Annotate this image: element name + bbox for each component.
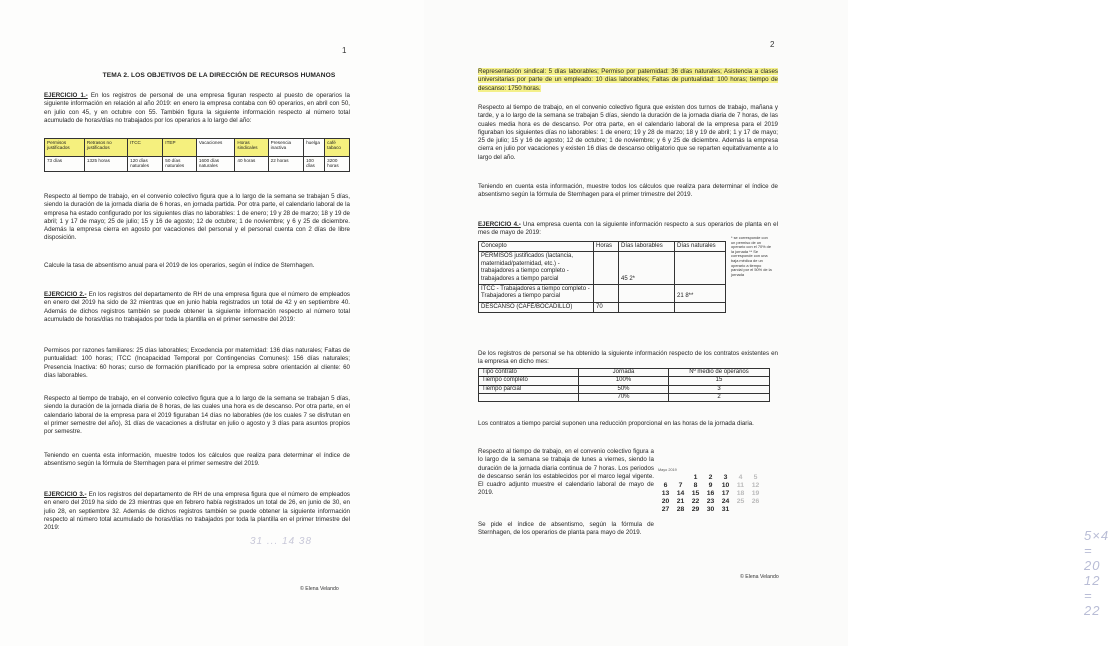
table-row [479, 385, 770, 393]
table-row [479, 377, 770, 385]
table-header-cell: ITEP [163, 139, 197, 157]
exercise-2-intro [44, 291, 350, 324]
exercise-4-text: Una empresa cuenta con la siguiente información respecto a sus operarios de planta en el mes de mayo de 2019: [478, 221, 778, 237]
table-header-cell: Días laborables [619, 242, 675, 252]
calendar-title: Mayo 2019 [658, 468, 677, 472]
table-cell: 1600 días naturales [196, 157, 235, 172]
table-row [479, 393, 770, 401]
calendar-day [658, 474, 673, 481]
table-header-cell: Vacaciones [196, 139, 235, 157]
calendar-day: 17 [721, 490, 730, 497]
table-cell [594, 252, 619, 285]
handwritten-note: 5×4 = 20 12 = 22 [1084, 528, 1109, 618]
table-cell: Tiempo parcial [479, 385, 579, 393]
table-cell: 70 [594, 302, 619, 312]
table-cell: 40 horas [235, 157, 268, 172]
calendar-day: 20 [661, 498, 670, 505]
table-cell [479, 393, 579, 401]
exercise-2-work-time: Respecto al tiempo de trabajo, en el convenio colectivo figura que a lo largo de la semana se trabajan 5 días, siendo la duración de la jornada diaria de 8 horas, de las cuales una hora es de descanso. Por otra parte, en el calendario laboral de la empresa para el 2019 figuraban 14 días no laborables (de los cuales 7 se disfrutan en el primer semestre del año), 31 días de vacaciones a disfrutar en julio o agosto y 3 días para asuntos propios por semestre. [44, 395, 350, 436]
table-cell: DESCANSO (CAFÉ/BOCADILLO) [479, 302, 594, 312]
calendar-day: 26 [751, 498, 760, 505]
table-cell [594, 285, 619, 303]
calendar-day: 15 [691, 490, 700, 497]
calendar-day: 3 [723, 474, 728, 481]
calendar-day: 11 [736, 482, 745, 489]
table-cell: 100 días [304, 157, 325, 172]
calendar-day: 24 [721, 498, 730, 505]
copyright: © Elena Velando [740, 574, 779, 580]
exercise-3-text: En los registros del departamento de RH de una empresa figura que el número de empleados en enero del 2019 ha sido de 23 mientras que en febrero había registrados un total de 26, en junio de 30, en julio 28, en septiembre 32. Además de dichos registros también se puede obtener la siguiente información respecto al número total acumulado de horas/días no trabajados por toda la plantilla en el primer trimestre del 2019: [44, 491, 351, 532]
calendar-day: 8 [693, 482, 698, 489]
table-header-cell: Tipo contrato [479, 369, 579, 377]
exercise-3-absences [478, 68, 778, 93]
table-header-cell: Retrasos no justificados [84, 139, 127, 157]
calendar-day: 2 [708, 474, 713, 481]
table-cell: 21 8** [675, 285, 726, 303]
table-cell [675, 252, 726, 285]
calendar-day: 22 [691, 498, 700, 505]
calendar-day: 13 [661, 490, 670, 497]
calendar-day [748, 506, 763, 513]
calendar-day: 5 [753, 474, 758, 481]
exercise-2-absences: Permisos por razones familiares: 25 días laborables; Excedencia por maternidad: 136 días naturales; Faltas de puntualidad: 100 horas; ITCC (Incapacidad Temporal por Contingencias Comunes): 156 días naturales; Presencia Inactiva: 60 horas; curso de formación planificado por la empresa sobre orientación al cliente: 60 días laborables. [44, 347, 350, 379]
page-number: 2 [770, 40, 775, 49]
table-cell: 73 días [45, 157, 85, 172]
exercise-1-intro [44, 92, 350, 125]
calendar-day: 6 [663, 482, 668, 489]
table-cell: 50% [579, 385, 669, 393]
exercise-4-heading: EJERCICIO 4.- [478, 221, 521, 228]
calendar-day: 25 [736, 498, 745, 505]
exercise-3-work-time: Respecto al tiempo de trabajo, en el convenio colectivo figura que existen dos turnos de trabajo, mañana y tarde, y a lo largo de la semana se trabajan 5 días, siendo la duración de la jornada diaria de 7 horas, de las cuales media hora es de descanso. Por otra parte, en el calendario laboral de la empresa para el 2019 figuraban los siguientes días no laborables: 1 de enero; 19 y 28 de marzo; 18 y 19 de abril; 1 y 17 de mayo; 25 de julio; 15 y 16 de agosto; 12 de octubre; 1 de noviembre; y 6 y 25 de diciembre. Además la empresa cierra en julio por vacaciones y existen 16 días de descanso obligatorio que se reparten equitativamente a lo largo del año. [478, 104, 778, 161]
exercise-4-work-time: Respecto al tiempo de trabajo, en el convenio colectivo figura a lo largo de la semana se trabaja de lunes a viernes, siendo la duración de la jornada diaria continua de 7 horas. Los periodos de descanso serán los establecidos por el marco legal vigente. El cuadro adjunto muestre el calendario laboral de mayo de 2019. [478, 448, 654, 497]
table-cell: 22 horas [268, 157, 303, 172]
table-header-cell: Presencia inactiva [268, 139, 303, 157]
table-cell: 3200 horas [325, 157, 350, 172]
page-number: 1 [342, 46, 347, 55]
calendar-day: 30 [706, 506, 715, 513]
table-header-cell: café tabaco [325, 139, 350, 157]
table-header-cell: Horas sindicales [235, 139, 268, 157]
calendar-day: 23 [706, 498, 715, 505]
calendar-day: 21 [676, 498, 685, 505]
table-cell: 15 [669, 377, 770, 385]
table-cell: Tiempo completo [479, 377, 579, 385]
may-2019-calendar [658, 468, 768, 513]
exercise-2-question: Teniendo en cuenta esta información, muestre todos los cálculos que realiza para determinar el índice de absentismo según la fórmula de Sternhagen para el primer semestre del 2019. [44, 452, 350, 468]
table-header-row [45, 139, 350, 157]
table-header-cell: Días naturales [675, 242, 726, 252]
calendar-grid [658, 474, 768, 513]
table-cell: 100% [579, 377, 669, 385]
exercise-2-text: En los registros del departamento de RH de una empresa figura que el número de empleados en enero del 2019 ha sido de 32 mientras que en junio habla registrados un total de 42 y en septiembre 40. Además de dichos registros también se puede obtener la siguiente información respecto al número total acumulado de horas/días no trabajados por toda la plantilla en el primer semestre del 2019: [44, 291, 351, 323]
handwritten-note: 31 ... 14 38 [250, 536, 313, 547]
absence-table-2 [478, 241, 726, 313]
table-row [479, 302, 726, 312]
calendar-day: 18 [736, 490, 745, 497]
exercise-3-question: Teniendo en cuenta esta información, muestre todos los cálculos que realiza para determinar el índice de absentismo según la fórmula de Sternhagen para el primer trimestre del 2019. [478, 183, 778, 199]
calendar-day [673, 474, 688, 481]
calendar-day: 19 [751, 490, 760, 497]
table-header-cell: Jornada [579, 369, 669, 377]
table-cell [675, 302, 726, 312]
table-cell: 70% [579, 393, 669, 401]
exercise-1-work-time: Respecto al tiempo de trabajo, en el convenio colectivo figura que a lo largo de la semana se trabajan 5 días, siendo la duración de la jornada diaria de 6 horas, en jornada partida. Por otra parte, el calendario laboral de la empresa ha estado configurado por los siguientes días no laborables: 1 de enero; 19 y 28 de marzo; 18 y 19 de abril; 1 y 17 de mayo; 25 de julio; 15 y 16 de agosto; 12 de octubre; 1 de noviembre; y 6 y 25 de diciembre. Además la empresa cierra en agosto por vacaciones del personal y el personal cuenta con 2 días de libre disposición. [44, 193, 350, 242]
table-row [45, 157, 350, 172]
table-cell: 3 [669, 385, 770, 393]
table-header-row [479, 242, 726, 252]
table-cell [619, 302, 675, 312]
page-left [0, 0, 424, 646]
calendar-day: 14 [676, 490, 685, 497]
table-footnote: * se corresponde con un permiso de un operario con el 70% de la jornada ** Se corresponde con una baja médica de un operario a tiempo parcial por el 50% de la jornada [731, 235, 772, 277]
copyright: © Elena Velando [300, 586, 339, 592]
calendar-day: 9 [708, 482, 713, 489]
absence-table-1 [44, 138, 350, 172]
table-header-cell: ITCC [128, 139, 163, 157]
calendar-day: 10 [721, 482, 730, 489]
table-cell: PERMISOS justificados (lactancia, maternidad/paternidad, etc.) - trabajadores a tiempo completo - trabajadores a tiempo parcial [479, 252, 594, 285]
calendar-day: 29 [691, 506, 700, 513]
table-cell: 50 días naturales [163, 157, 197, 172]
table-cell: 120 días naturales [128, 157, 163, 172]
table-cell: 45 2* [619, 252, 675, 285]
exercise-4-question: Se pide el índice de absentismo, según la fórmula de Sternhagen, de los operarios de planta para mayo de 2019. [478, 521, 654, 537]
exercise-1-question: Calcule la tasa de absentismo anual para el 2019 de los operarios, según el índice de Sternhagen. [44, 262, 315, 269]
highlighted-text: Representación sindical: 5 días laborables; Permiso por paternidad: 36 días naturales; Asistencia a clases universitarias por parte de un empleado: 10 días laborables; Faltas de puntualidad: 100 horas; tiempo de descanso: 1750 horas. [478, 68, 778, 92]
exercise-3-heading: EJERCICIO 3.- [44, 491, 87, 498]
calendar-day: 28 [676, 506, 685, 513]
calendar-day: 7 [678, 482, 683, 489]
calendar-day: 4 [738, 474, 743, 481]
calendar-day: 16 [706, 490, 715, 497]
table-row [479, 252, 726, 285]
table-cell: 1325 horas [84, 157, 127, 172]
exercise-2-heading: EJERCICIO 2.- [44, 291, 87, 298]
table-header-cell: huelga [304, 139, 325, 157]
contracts-intro: De los registros de personal se ha obtenido la siguiente información respecto de los contratos existentes en la empresa en dicho mes: [478, 350, 778, 366]
table-header-cell: Concepto [479, 242, 594, 252]
table-cell: 2 [669, 393, 770, 401]
part-time-note: Los contratos a tiempo parcial suponen una reducción proporcional en las horas de la jornada diaria. [478, 420, 754, 427]
exercise-1-heading: EJERCICIO 1.- [44, 92, 88, 99]
document-title: TEMA 2. LOS OBJETIVOS DE LA DIRECCIÓN DE RECURSOS HUMANOS [102, 72, 336, 79]
table-cell [619, 285, 675, 303]
contracts-table [478, 368, 770, 402]
table-row [479, 285, 726, 303]
calendar-day [733, 506, 748, 513]
calendar-day: 1 [693, 474, 698, 481]
page-right [424, 0, 1109, 646]
table-cell: ITCC - Trabajadores a tiempo completo - Trabajadores a tiempo parcial [479, 285, 594, 303]
calendar-day: 31 [721, 506, 730, 513]
table-header-cell: Nº medio de operarios [669, 369, 770, 377]
exercise-1-text: En los registros de personal de una empresa figuran respecto al puesto de operarios la siguiente información en relación al año 2019: en enero la empresa contaba con 60 operarios, en abril con 50, en julio con 45, y en octubre con 55. También figura la siguiente información respecto al número total acumulado de horas/días no trabajados por los operarios a lo largo del año: [44, 92, 350, 124]
calendar-day: 12 [751, 482, 760, 489]
table-header-cell: Horas [594, 242, 619, 252]
table-header-row [479, 369, 770, 377]
table-header-cell: Permisos justificados [45, 139, 85, 157]
exercise-3-intro [44, 491, 350, 532]
calendar-day: 27 [661, 506, 670, 513]
